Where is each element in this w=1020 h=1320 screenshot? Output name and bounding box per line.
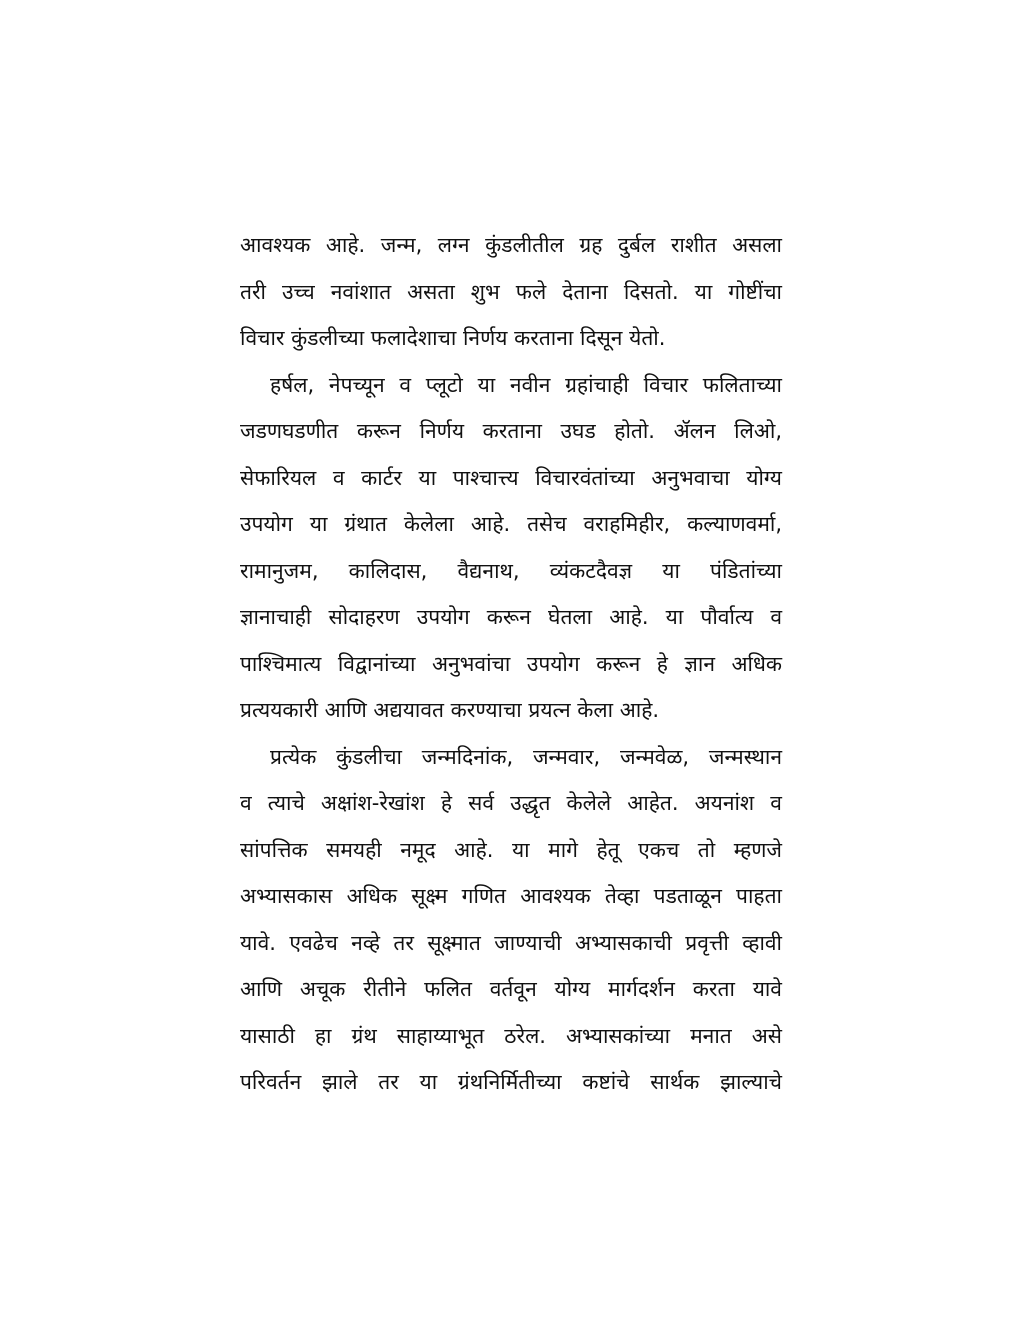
text-line: रामानुजम, कालिदास, वैद्यनाथ, व्यंकटदैवज्ञ या पंडितांच्या <box>240 558 782 583</box>
paragraph-3 <box>240 734 782 1106</box>
text-line: ज्ञानाचाही सोदाहरण उपयोग करून घेतला आहे. या पौर्वात्य व <box>240 605 782 629</box>
text-line: विचार कुंडलीच्या फलादेशाचा निर्णय करताना दिसून येतो. <box>240 326 666 350</box>
text-line: सांपत्तिक समयही नमूद आहे. या मागे हेतू एकच तो म्हणजे <box>240 837 782 862</box>
paragraph-2 <box>240 362 782 734</box>
text-line: यावे. एवढेच नव्हे तर सूक्ष्मात जाण्याची अभ्यासकाची प्रवृत्ती व्हावी <box>240 930 782 955</box>
text-line: हर्षल, नेपच्यून व प्लूटो या नवीन ग्रहांचाही विचार फलिताच्या <box>270 372 782 397</box>
text-line: आणि अचूक रीतीने फलित वर्तवून योग्य मार्गदर्शन करता यावे <box>240 977 782 1001</box>
paragraph-1 <box>240 222 782 362</box>
text-line: उपयोग या ग्रंथात केलेला आहे. तसेच वराहमिहीर, कल्याणवर्मा, <box>240 512 782 536</box>
text-line: आवश्यक आहे. जन्म, लग्न कुंडलीतील ग्रह दुर्बल राशीत असला <box>240 233 782 257</box>
text-line: यासाठी हा ग्रंथ साहाय्याभूत ठरेल. अभ्यासकांच्या मनात असे <box>240 1023 782 1048</box>
text-line: परिवर्तन झाले तर या ग्रंथनिर्मितीच्या कष्टांचे सार्थक झाल्याचे <box>240 1070 782 1094</box>
text-line: प्रत्येक कुंडलीचा जन्मदिनांक, जन्मवार, जन्मवेळ, जन्मस्थान <box>270 744 782 769</box>
text-line: सेफारियल व कार्टर या पाश्चात्त्य विचारवंतांच्या अनुभवाचा योग्य <box>240 465 782 490</box>
text-line: पाश्चिमात्य विद्वानांच्या अनुभवांचा उपयोग करून हे ज्ञान अधिक <box>240 651 782 676</box>
text-line: तरी उच्च नवांशात असता शुभ फले देताना दिसतो. या गोष्टींचा <box>240 279 782 304</box>
text-line: जडणघडणीत करून निर्णय करताना उघड होतो. ॲलन लिओ, <box>240 419 782 443</box>
document-page <box>240 222 782 1106</box>
text-line: व त्याचे अक्षांश-रेखांश हे सर्व उद्धृत केलेले आहेत. अयनांश व <box>240 791 782 815</box>
text-line: प्रत्ययकारी आणि अद्ययावत करण्याचा प्रयत्न केला आहे. <box>240 698 660 722</box>
text-line: अभ्यासकास अधिक सूक्ष्म गणित आवश्यक तेव्हा पडताळून पाहता <box>240 884 782 908</box>
